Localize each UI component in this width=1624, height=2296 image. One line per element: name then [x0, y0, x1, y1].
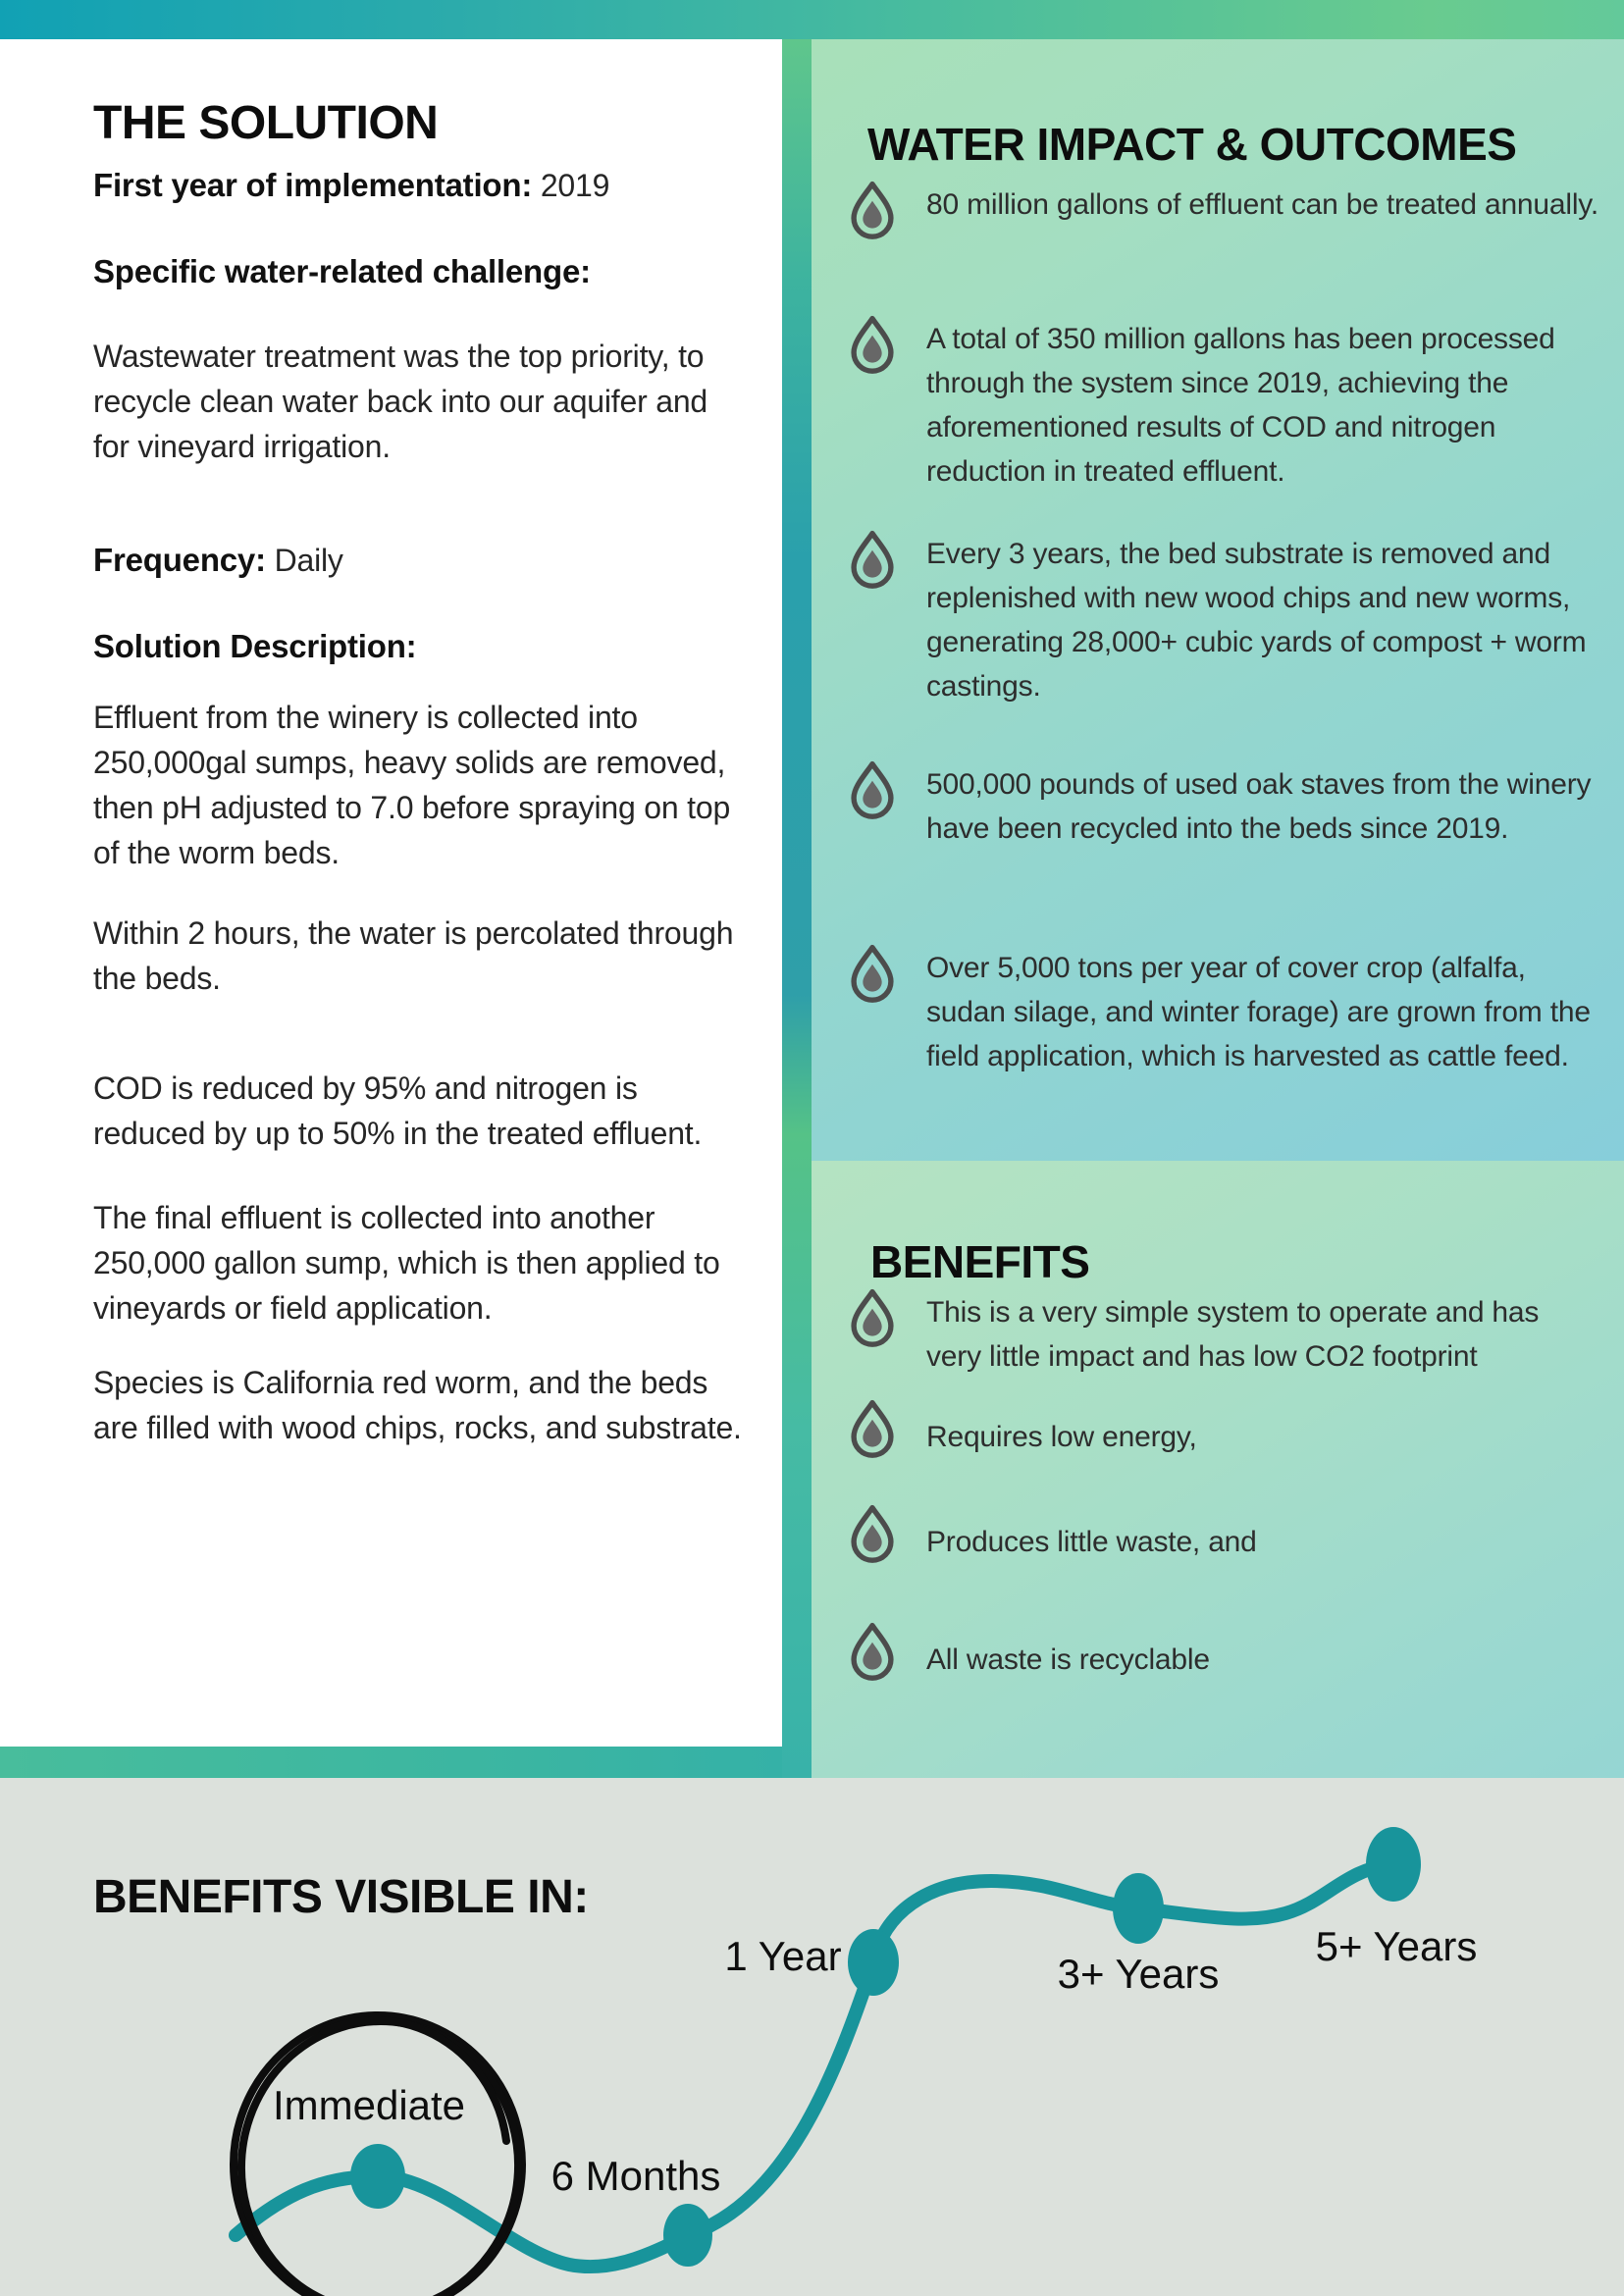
benefit-item	[846, 1622, 1606, 1684]
solution-title: THE SOLUTION	[93, 97, 439, 150]
challenge-label-field	[93, 249, 746, 294]
benefit-item-text: Produces little waste, and	[926, 1526, 1257, 1558]
water-drop-icon	[846, 760, 899, 822]
solution-paragraph: Species is California red worm, and the beds are filled with wood chips, rocks, and substrate.	[93, 1365, 742, 1445]
timeline-dot-3-years	[1113, 1873, 1164, 1944]
timeline-dot-immediate	[350, 2144, 405, 2209]
benefits-panel	[812, 1161, 1624, 1778]
timeline-title: BENEFITS VISIBLE IN:	[93, 1870, 589, 1923]
water-drop-icon	[846, 944, 899, 1006]
impact-item	[846, 530, 1606, 708]
water-drop-icon	[846, 315, 899, 377]
benefits-title: BENEFITS	[870, 1236, 1090, 1288]
frequency-field	[93, 538, 746, 583]
water-impact-title: WATER IMPACT & OUTCOMES	[867, 119, 1517, 171]
water-drop-icon	[846, 1622, 899, 1684]
timeline-label-immediate: Immediate	[272, 2082, 466, 2128]
benefit-item	[846, 1504, 1606, 1566]
water-drop-icon	[846, 181, 899, 242]
impact-item-text: A total of 350 million gallons has been processed through the system since 2019, achieving the aforementioned results of COD and nitrogen reduction in treated effluent.	[926, 323, 1555, 488]
benefit-item-text: This is a very simple system to operate and has very little impact and has low CO2 footprint	[926, 1296, 1540, 1373]
water-impact-panel	[812, 39, 1624, 1161]
solution-paragraph: Within 2 hours, the water is percolated through the beds.	[93, 915, 734, 996]
first-year-value: 2019	[532, 168, 610, 203]
top-gradient-band	[0, 0, 1624, 39]
timeline-curve-graphic	[0, 1778, 1624, 2296]
impact-item-text: Over 5,000 tons per year of cover crop (alfalfa, sudan silage, and winter forage) are grown from the field application, which is harvested as cattle feed.	[926, 952, 1591, 1072]
timeline-label-6-months: 6 Months	[550, 2153, 721, 2199]
frequency-value: Daily	[265, 543, 343, 578]
impact-item-text: 80 million gallons of effluent can be treated annually.	[926, 188, 1599, 221]
benefit-item-text: All waste is recyclable	[926, 1644, 1210, 1676]
water-drop-icon	[846, 1288, 899, 1350]
timeline-dot-1-year	[848, 1929, 899, 1996]
water-drop-icon	[846, 530, 899, 592]
first-year-label: First year of implementation:	[93, 167, 533, 203]
timeline-dot-5-years	[1366, 1827, 1421, 1902]
solution-paragraph: The final effluent is collected into another 250,000 gallon sump, which is then applied to vineyards or field application.	[93, 1200, 720, 1326]
challenge-paragraph: Wastewater treatment was the top priority, to recycle clean water back into our aquifer and for vineyard irrigation.	[93, 339, 708, 464]
benefit-item	[846, 1399, 1606, 1461]
impact-item	[846, 315, 1606, 494]
description-label-field	[93, 624, 746, 669]
impact-item-text: 500,000 pounds of used oak staves from the winery have been recycled into the beds since 2019.	[926, 768, 1592, 845]
benefit-item	[846, 1288, 1606, 1379]
description-label: Solution Description:	[93, 628, 417, 664]
solution-panel	[0, 39, 782, 1747]
timeline-curve	[236, 1864, 1393, 2267]
water-drop-icon	[846, 1504, 899, 1566]
timeline-section	[0, 1778, 1624, 2296]
frequency-label: Frequency:	[93, 542, 266, 578]
timeline-dot-6-months	[663, 2204, 712, 2267]
timeline-label-3-years: 3+ Years	[1057, 1951, 1220, 1997]
first-year-field	[93, 163, 746, 208]
solution-paragraph: COD is reduced by 95% and nitrogen is reduced by up to 50% in the treated effluent.	[93, 1070, 703, 1151]
timeline-label-1-year: 1 Year	[724, 1933, 842, 1979]
impact-item-text: Every 3 years, the bed substrate is removed and replenished with new wood chips and new worms, generating 28,000+ cubic yards of compost + worm castings.	[926, 538, 1587, 703]
challenge-label: Specific water-related challenge:	[93, 253, 591, 289]
water-drop-icon	[846, 1399, 899, 1461]
benefit-item-text: Requires low energy,	[926, 1421, 1197, 1453]
impact-item	[846, 760, 1606, 851]
bottom-gradient-strip	[0, 1747, 782, 1778]
column-divider-strip	[782, 39, 812, 1778]
impact-item	[846, 944, 1606, 1078]
timeline-label-5-years: 5+ Years	[1315, 1923, 1478, 1969]
solution-paragraph: Effluent from the winery is collected into 250,000gal sumps, heavy solids are removed, then pH adjusted to 7.0 before spraying on top of the worm beds.	[93, 700, 731, 870]
impact-item	[846, 181, 1606, 242]
